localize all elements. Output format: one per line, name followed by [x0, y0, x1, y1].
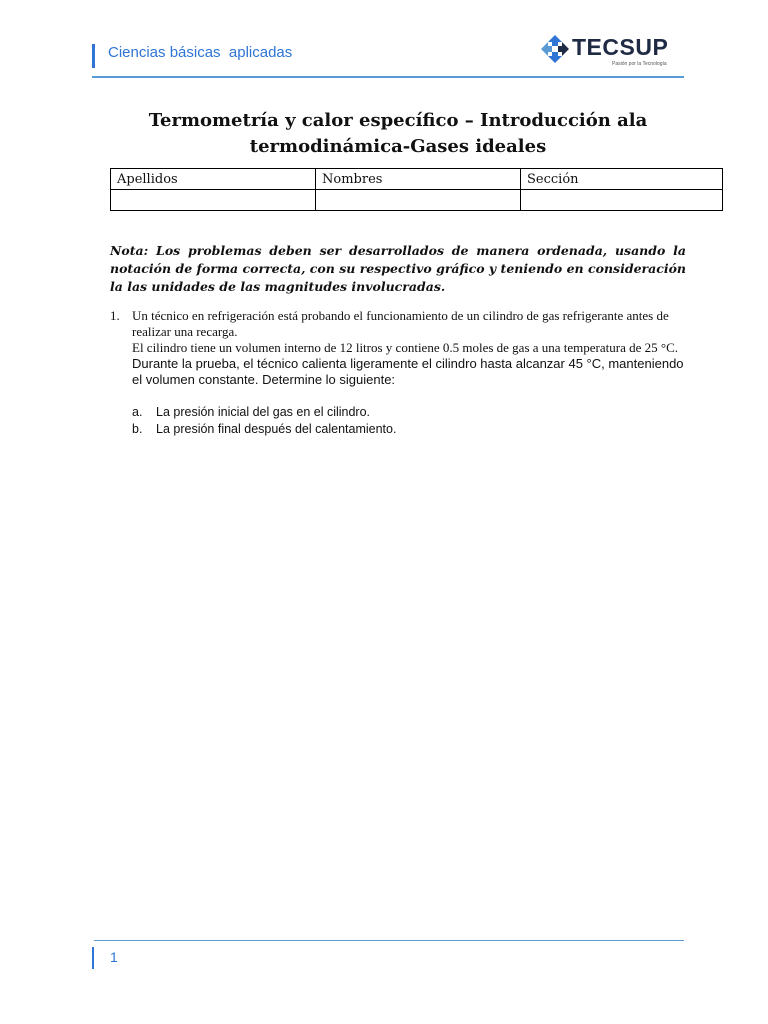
footer-accent-bar: [92, 947, 94, 969]
page-number: 1: [110, 949, 118, 965]
header-divider: [92, 76, 684, 78]
header-accent-bar: [92, 44, 95, 68]
problem-line-2-text: El cilindro tiene un volumen interno de 12 litros y contiene 0.5 moles de gas a una temperatura de 25 °C.: [132, 340, 678, 355]
instructions-note: Nota: Los problemas deben ser desarrollados de manera ordenada, usando la notación de forma correcta, con su respectivo gráfico y teniendo en consideración la las unidades de las magnitudes involucradas.: [110, 243, 686, 294]
title-line-1: Termometría y calor específico – Introducción ala: [148, 110, 648, 131]
title-line-2: termodinámica-Gases ideales: [249, 136, 547, 157]
logo-wordmark: TECSUP: [572, 34, 669, 60]
item-marker: a.: [132, 405, 143, 419]
table-input-row: [111, 190, 723, 211]
logo-arrows-icon: [540, 34, 570, 64]
list-item: [132, 421, 690, 438]
item-marker: b.: [132, 422, 143, 436]
problem-line-1: Un técnico en refrigeración está probando el funcionamiento de un cilindro de gas refrigerante antes de realizar una recarga.: [132, 308, 669, 339]
list-item: [132, 404, 690, 421]
problem-subitems: [132, 404, 690, 438]
seccion-cell[interactable]: [521, 190, 723, 211]
item-text: La presión final después del calentamiento.: [156, 422, 397, 436]
course-title: Ciencias básicas aplicadas: [108, 44, 293, 61]
problem-line-2: [132, 340, 690, 388]
table-header-row: [111, 169, 723, 190]
item-text: La presión inicial del gas en el cilindro.: [156, 405, 371, 419]
problem-statement: [132, 308, 690, 388]
header-apellidos: Apellidos: [111, 169, 316, 190]
page-title: [110, 108, 686, 160]
problem-number: 1.: [110, 308, 120, 323]
footer-divider: [94, 940, 684, 941]
student-info-table: [110, 168, 723, 211]
header-nombres: Nombres: [316, 169, 521, 190]
problem-1: [110, 308, 690, 438]
apellidos-cell[interactable]: [111, 190, 316, 211]
problem-line-3: Durante la prueba, el técnico calienta ligeramente el cilindro hasta alcanzar 45 °C, manteniendo el volumen constante. Determine lo siguiente:: [132, 356, 684, 387]
nombres-cell[interactable]: [316, 190, 521, 211]
header-seccion: Sección: [521, 169, 723, 190]
logo-tagline: Pasión por la Tecnología: [612, 61, 667, 67]
tecsup-logo: [538, 32, 678, 72]
